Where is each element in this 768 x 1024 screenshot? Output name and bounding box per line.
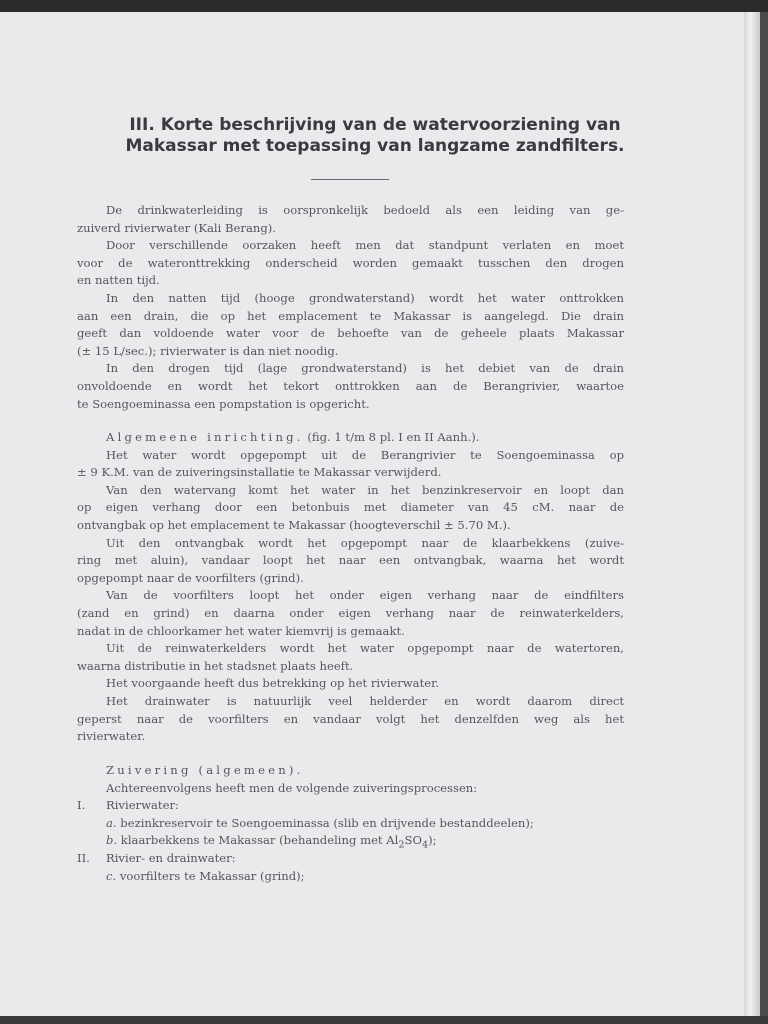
paragraph-line: Van den watervang komt het water in het benzinkreservoir en loopt dan [106,482,624,497]
paragraph-line: geperst naar de voorfilters en vandaar volgt het denzelfden weg als het [77,711,624,726]
paragraph-line: opgepompt naar de voorfilters (grind). [77,570,304,585]
paragraph-line: voor de wateronttrekking onderscheid worden gemaakt tusschen den drogen [77,255,624,270]
paragraph-line: Door verschillende oorzaken heeft men dat standpunt verlaten en moet [106,238,624,253]
list-number: I. [77,798,86,813]
paragraph-line: ring met aluin), vandaar loopt het naar een ontvangbak, waarna het wordt [77,553,624,568]
list-item-text-mid: SO [404,833,422,848]
subsection-heading [77,429,624,447]
list-letter: c. [106,868,117,883]
paragraph-line: Uit de reinwaterkelders wordt het water opgepompt naar de watertoren, [106,641,624,656]
paragraph-line: waarna distributie in het stadsnet plaats heeft. [77,658,354,673]
list-item-text: klaarbekkens te Makassar (behandeling met Al [120,833,399,848]
purification-section [77,762,624,885]
paragraph-line: In den natten tijd (hooge grondwaterstand) wordt het water onttrokken [106,290,624,305]
paragraph-line: en natten tijd. [77,273,160,288]
subsection-heading [77,762,624,780]
section-title [60,115,690,157]
paragraph-line: Het drainwater is natuurlijk veel helderder en wordt daarom direct [106,693,624,708]
list-item-text: Rivierwater: [106,798,179,813]
scan-top-edge [0,0,768,12]
paragraph-line: geeft dan voldoende water voor de behoefte van de geheele plaats Makassar [77,326,624,341]
section-title-line-1: III. Korte beschrijving van de watervoorziening van [129,115,621,135]
paragraph-line: (zand en grind) en daarna onder eigen verhang naar de reinwaterkelders, [77,605,624,620]
paragraph-line: zuiverd rivierwater (Kali Berang). [77,220,276,235]
paragraph-line: ± 9 K.M. van de zuiveringsinstallatie te Makassar verwijderd. [77,465,442,480]
page-shadow [760,12,768,1024]
paragraph-line: onvoldoende en wordt het tekort onttrokken aan de Berangrivier, waartoe [77,378,624,393]
paragraph-line: nadat in de chloorkamer het water kiemvrij is gemaakt. [77,623,405,638]
subsection-heading-spaced: Algemeene inrichting. [106,430,304,444]
paragraph-line: Uit den ontvangbak wordt het opgepompt naar de klaarbekkens (zuive- [106,535,624,550]
list-letter: b. [106,833,118,848]
paragraph-line: (± 15 L/sec.); rivierwater is dan niet noodig. [77,343,339,358]
general-arrangement-section [77,429,624,746]
purification-intro: Achtereenvolgens heeft men de volgende zuiveringsprocessen: [106,780,478,795]
list-item-text: bezinkreservoir te Soengoeminassa (slib en drijvende bestanddeelen); [120,815,534,830]
intro-section [77,202,624,413]
list-subitem [77,868,624,886]
paragraph-line: op eigen verhang door een betonbuis met diameter van 45 cM. naar de [77,500,624,515]
list-item-text: voorfilters te Makassar (grind); [119,868,305,883]
list-subitem [77,832,624,850]
paragraph-line: aan een drain, die op het emplacement te Makassar is aangelegd. Die drain [77,308,624,323]
paragraph-line: Het water wordt opgepompt uit de Berangrivier te Soengoeminassa op [106,447,624,462]
list-item-text-tail: ); [428,833,437,848]
paragraph-line: De drinkwaterleiding is oorspronkelijk bedoeld als een leiding van ge- [106,203,624,217]
section-title-line-2: Makassar met toepassing van langzame zandfilters. [125,136,625,156]
list-subitem [77,815,624,833]
scan-bottom-edge [0,1016,768,1024]
page-curl-edge [744,12,760,1016]
chemical-subscript: 4 [421,839,429,851]
title-divider [311,179,389,180]
list-number: II. [77,850,90,865]
paragraph-line: Van de voorfilters loopt het onder eigen verhang naar de eindfilters [106,588,624,603]
list-letter: a. [106,815,117,830]
chemical-subscript: 2 [398,839,405,851]
paragraph-line: In den drogen tijd (lage grondwaterstand) is het debiet van de drain [106,361,624,376]
list-item-text: Rivier- en drainwater: [106,850,236,865]
paragraph-line: rivierwater. [77,729,146,744]
figure-reference: (fig. 1 t/m 8 pl. I en II Aanh.). [307,430,480,444]
subsection-heading-spaced: Zuivering (algemeen). [106,763,304,777]
paragraph-line: Het voorgaande heeft dus betrekking op het rivierwater. [106,676,440,691]
list-item [77,797,624,815]
paragraph-line: ontvangbak op het emplacement te Makassar (hoogteverschil ± 5.70 M.). [77,517,511,532]
paragraph-line: te Soengoeminassa een pompstation is opgericht. [77,396,370,411]
list-item [77,850,624,868]
